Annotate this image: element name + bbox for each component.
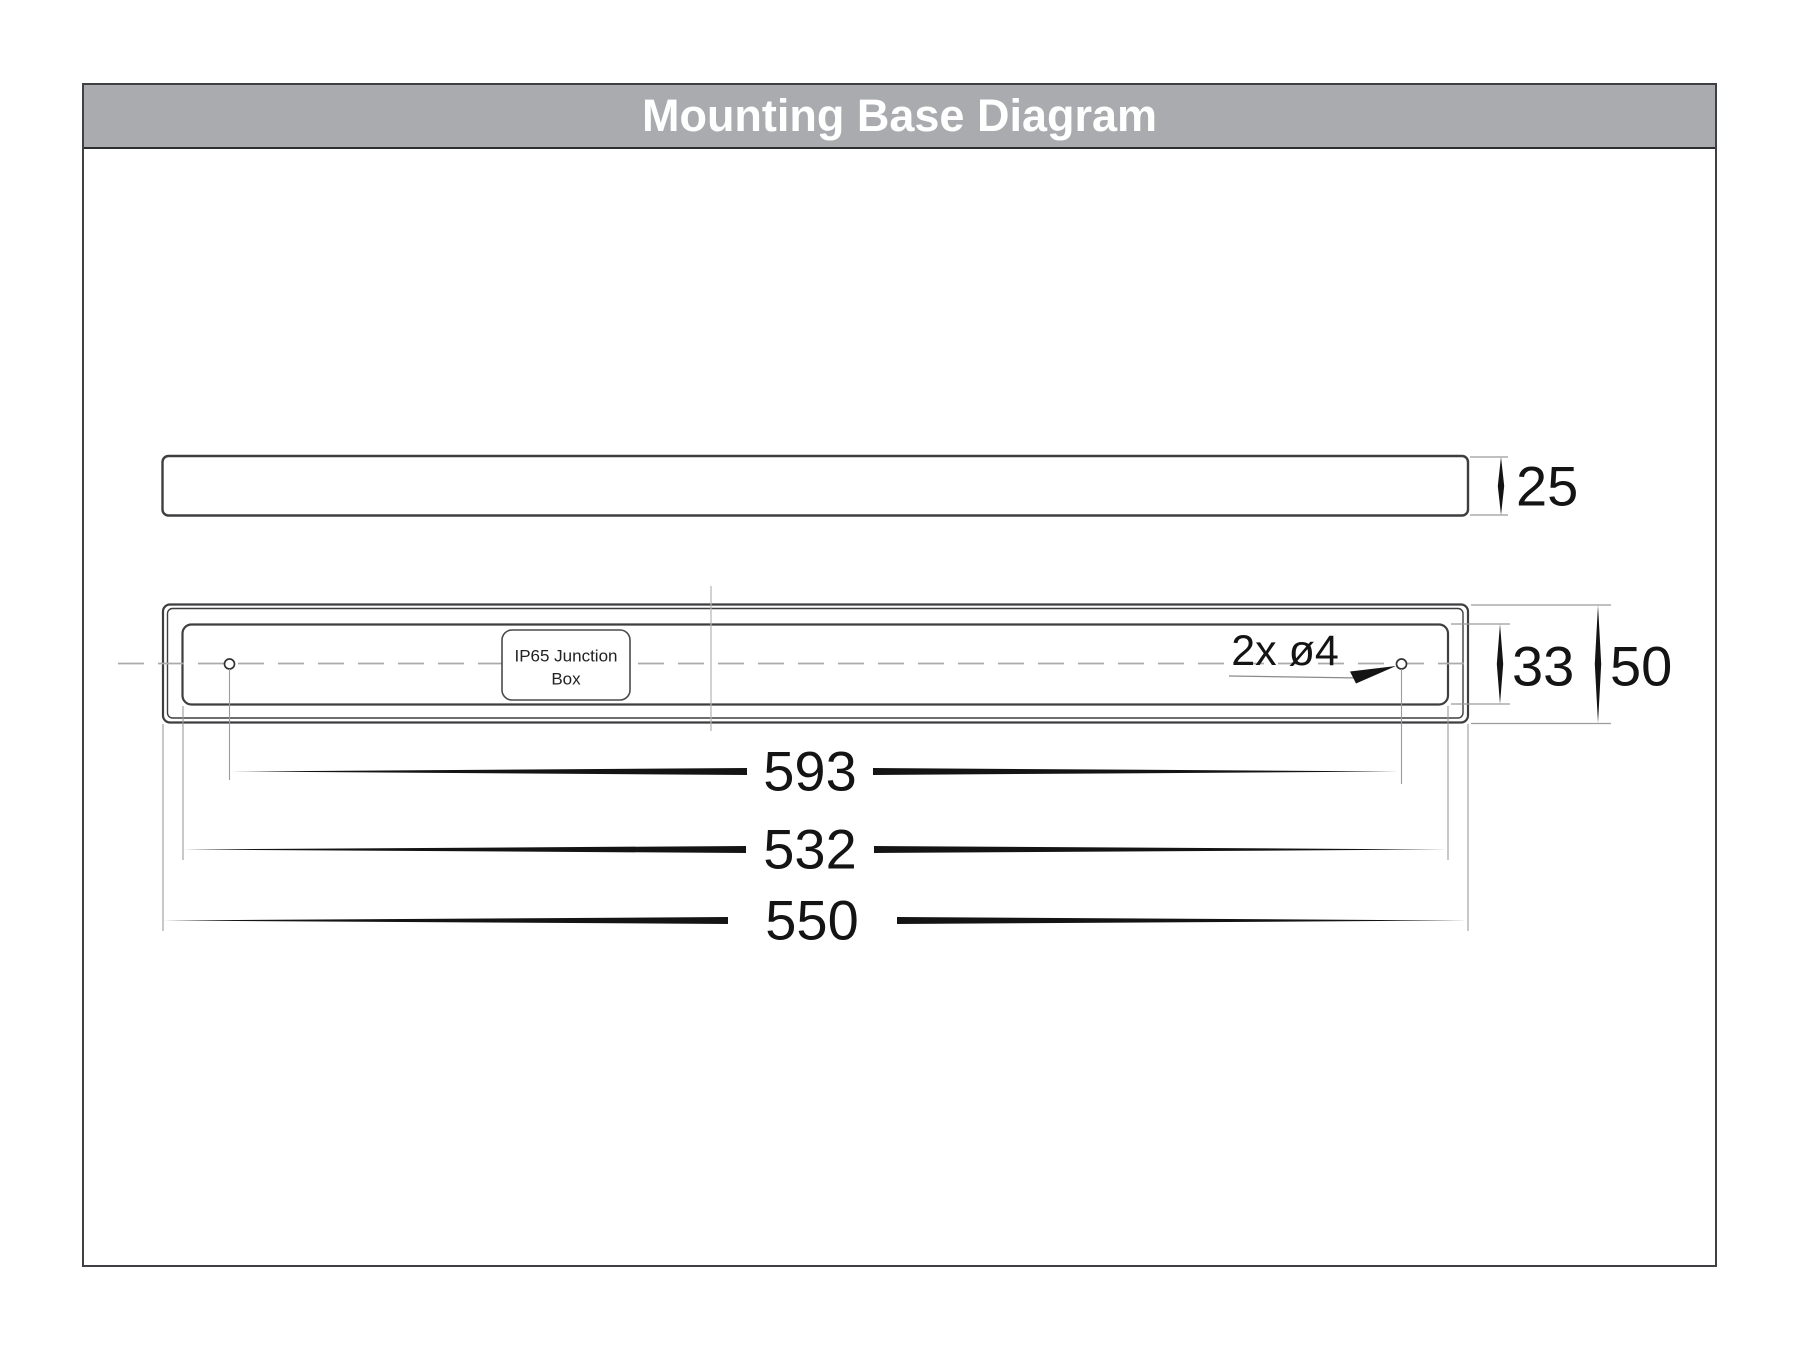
- side-profile-outline: [163, 456, 1469, 516]
- dimension-value-532: 532: [763, 817, 857, 881]
- dimension-value-25: 25: [1516, 454, 1579, 518]
- dimension-value-33: 33: [1512, 634, 1575, 698]
- dimension-line-right: [873, 768, 1401, 775]
- dimension-side-height: [1470, 455, 1578, 518]
- dimension-arrow: [1497, 624, 1503, 704]
- dimension-inner-width: [183, 818, 1448, 881]
- dimension-line-left: [163, 917, 728, 924]
- dimension-value-593: 593: [763, 739, 857, 803]
- dimension-base-width: [163, 889, 1468, 952]
- mounting-hole-right: [1397, 659, 1407, 669]
- dimension-arrow: [1595, 605, 1601, 723]
- dimension-line-right: [897, 917, 1468, 924]
- dimension-line-left: [183, 846, 746, 853]
- side-profile-view: [163, 456, 1469, 516]
- mounting-hole-left: [225, 659, 235, 669]
- junction-box-label-line2: Box: [551, 669, 581, 689]
- dimension-value-50: 50: [1610, 634, 1673, 698]
- hole-diameter-label: 2x ø4: [1231, 627, 1339, 675]
- plan-view: [118, 586, 1472, 731]
- dimension-arrow: [1498, 457, 1504, 515]
- dimension-line-left: [230, 768, 747, 775]
- dimension-hole-spacing: [230, 740, 1401, 803]
- junction-box-label-line1: IP65 Junction: [514, 646, 618, 666]
- page-title: Mounting Base Diagram: [641, 90, 1158, 141]
- dimension-inner-height: [1451, 624, 1574, 704]
- dimension-value-550: 550: [765, 888, 859, 952]
- dimension-line-right: [874, 846, 1448, 853]
